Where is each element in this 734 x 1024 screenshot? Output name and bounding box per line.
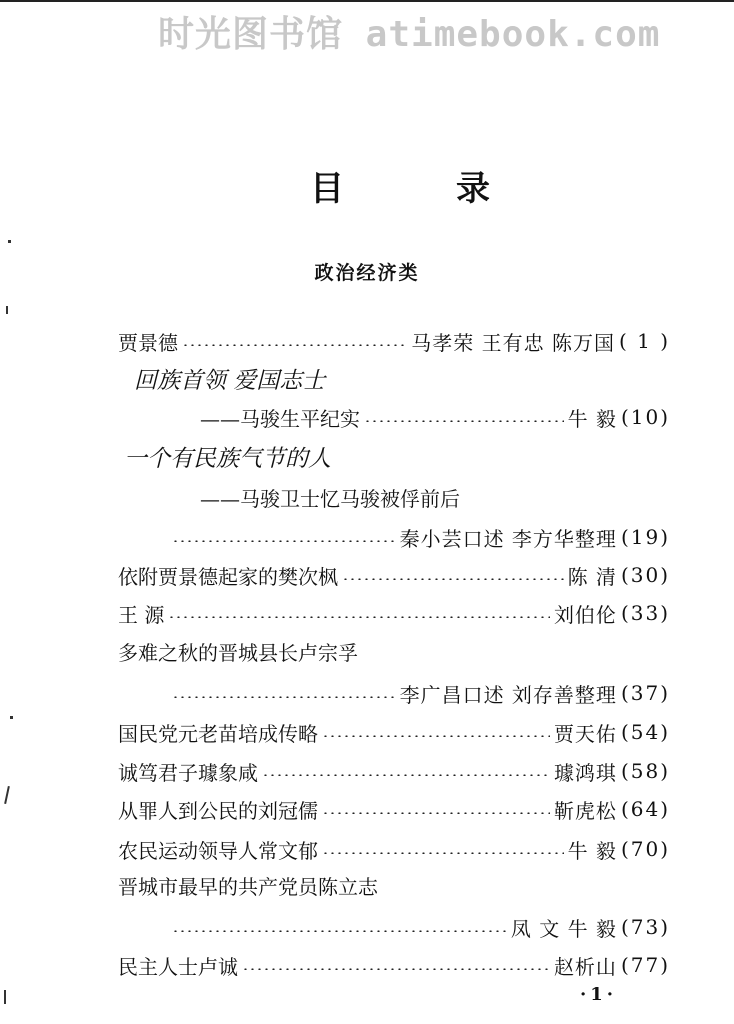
toc-entry (168, 910, 670, 944)
leader-dots (322, 735, 550, 737)
toc-entry (118, 324, 670, 358)
toc-entry (118, 715, 670, 749)
entry-author: 牛 毅 (567, 838, 617, 863)
entry-subtitle: 多难之秋的晋城县长卢宗孚 (118, 641, 358, 665)
leader-dots (182, 344, 407, 346)
leader-dots (242, 968, 550, 970)
toc-entry (118, 792, 670, 826)
top-rule (0, 0, 734, 2)
entry-page: (54) (620, 720, 670, 744)
entry-author: 靳虎松 (553, 798, 617, 823)
entry-page: ( 1 ) (618, 329, 670, 353)
entry-title: 王 源 (118, 602, 165, 627)
entry-author: 赵析山 (553, 954, 617, 979)
toc-entry (118, 558, 670, 592)
entry-author: 马孝荣 王有忠 陈万国 (411, 330, 615, 355)
leader-dots (262, 774, 550, 776)
entry-author: 凤 文 牛 毅 (510, 916, 617, 941)
entry-title: 依附贾景德起家的樊次枫 (118, 564, 338, 589)
scan-speck (4, 990, 6, 1004)
leader-dots (172, 696, 396, 698)
entry-author: 陈 清 (567, 564, 617, 589)
toc-entry (118, 832, 670, 866)
leader-dots (322, 852, 564, 854)
entry-title: 国民党元老苗培成传略 (118, 721, 318, 746)
toc-entry (168, 520, 670, 554)
entry-page: (73) (620, 915, 670, 939)
watermark-text: 时光图书馆 atimebook.com (158, 14, 661, 55)
scan-speck (8, 240, 11, 243)
leader-dots (364, 420, 564, 422)
entry-subtitle: ——马骏卫士忆马骏被俘前后 (200, 487, 460, 511)
section-heading: 政治经济类 (314, 262, 420, 284)
toc-entry (168, 676, 670, 710)
leader-dots (172, 930, 507, 932)
entry-subtitle: 晋城市最早的共产党员陈立志 (118, 875, 378, 899)
entry-page: (10) (620, 405, 670, 429)
leader-dots (172, 540, 396, 542)
entry-page: (37) (620, 681, 670, 705)
entry-author: 刘伯伦 (553, 602, 617, 627)
scan-speck (10, 716, 13, 719)
scan-speck (4, 786, 10, 804)
page-number: ·1· (580, 984, 618, 1005)
entry-page: (58) (620, 759, 670, 783)
entry-page: (70) (620, 837, 670, 861)
entry-title: 民主人士卢诚 (118, 954, 238, 979)
toc-entry (118, 948, 670, 982)
scan-speck (6, 306, 8, 314)
entry-page: (19) (620, 525, 670, 549)
title-char-1: 目 (310, 169, 344, 209)
page-title (310, 164, 490, 214)
entry-title: 诚笃君子璩象咸 (118, 760, 258, 785)
entry-author: 秦小芸口述 李方华整理 (399, 526, 617, 551)
entry-title: ——马骏生平纪实 (200, 406, 360, 431)
entry-page: (64) (620, 797, 670, 821)
leader-dots (168, 616, 550, 618)
entry-page: (33) (620, 601, 670, 625)
entry-title: 农民运动领导人常文郁 (118, 838, 318, 863)
entry-title: 贾景德 (118, 330, 178, 355)
title-char-2: 录 (456, 169, 490, 209)
leader-dots (342, 578, 564, 580)
handwritten-title: 一个有民族气节的人 (124, 446, 331, 472)
entry-page: (77) (620, 953, 670, 977)
handwritten-title: 回族首领 爱国志士 (134, 368, 326, 394)
entry-author: 李广昌口述 刘存善整理 (399, 682, 617, 707)
toc-entry (200, 400, 670, 434)
entry-page: (30) (620, 563, 670, 587)
toc-entry (118, 754, 670, 788)
toc-entry (118, 596, 670, 630)
leader-dots (322, 812, 550, 814)
entry-author: 贾天佑 (553, 721, 617, 746)
entry-author: 牛 毅 (567, 406, 617, 431)
entry-author: 璩鸿琪 (553, 760, 617, 785)
entry-title: 从罪人到公民的刘冠儒 (118, 798, 318, 823)
